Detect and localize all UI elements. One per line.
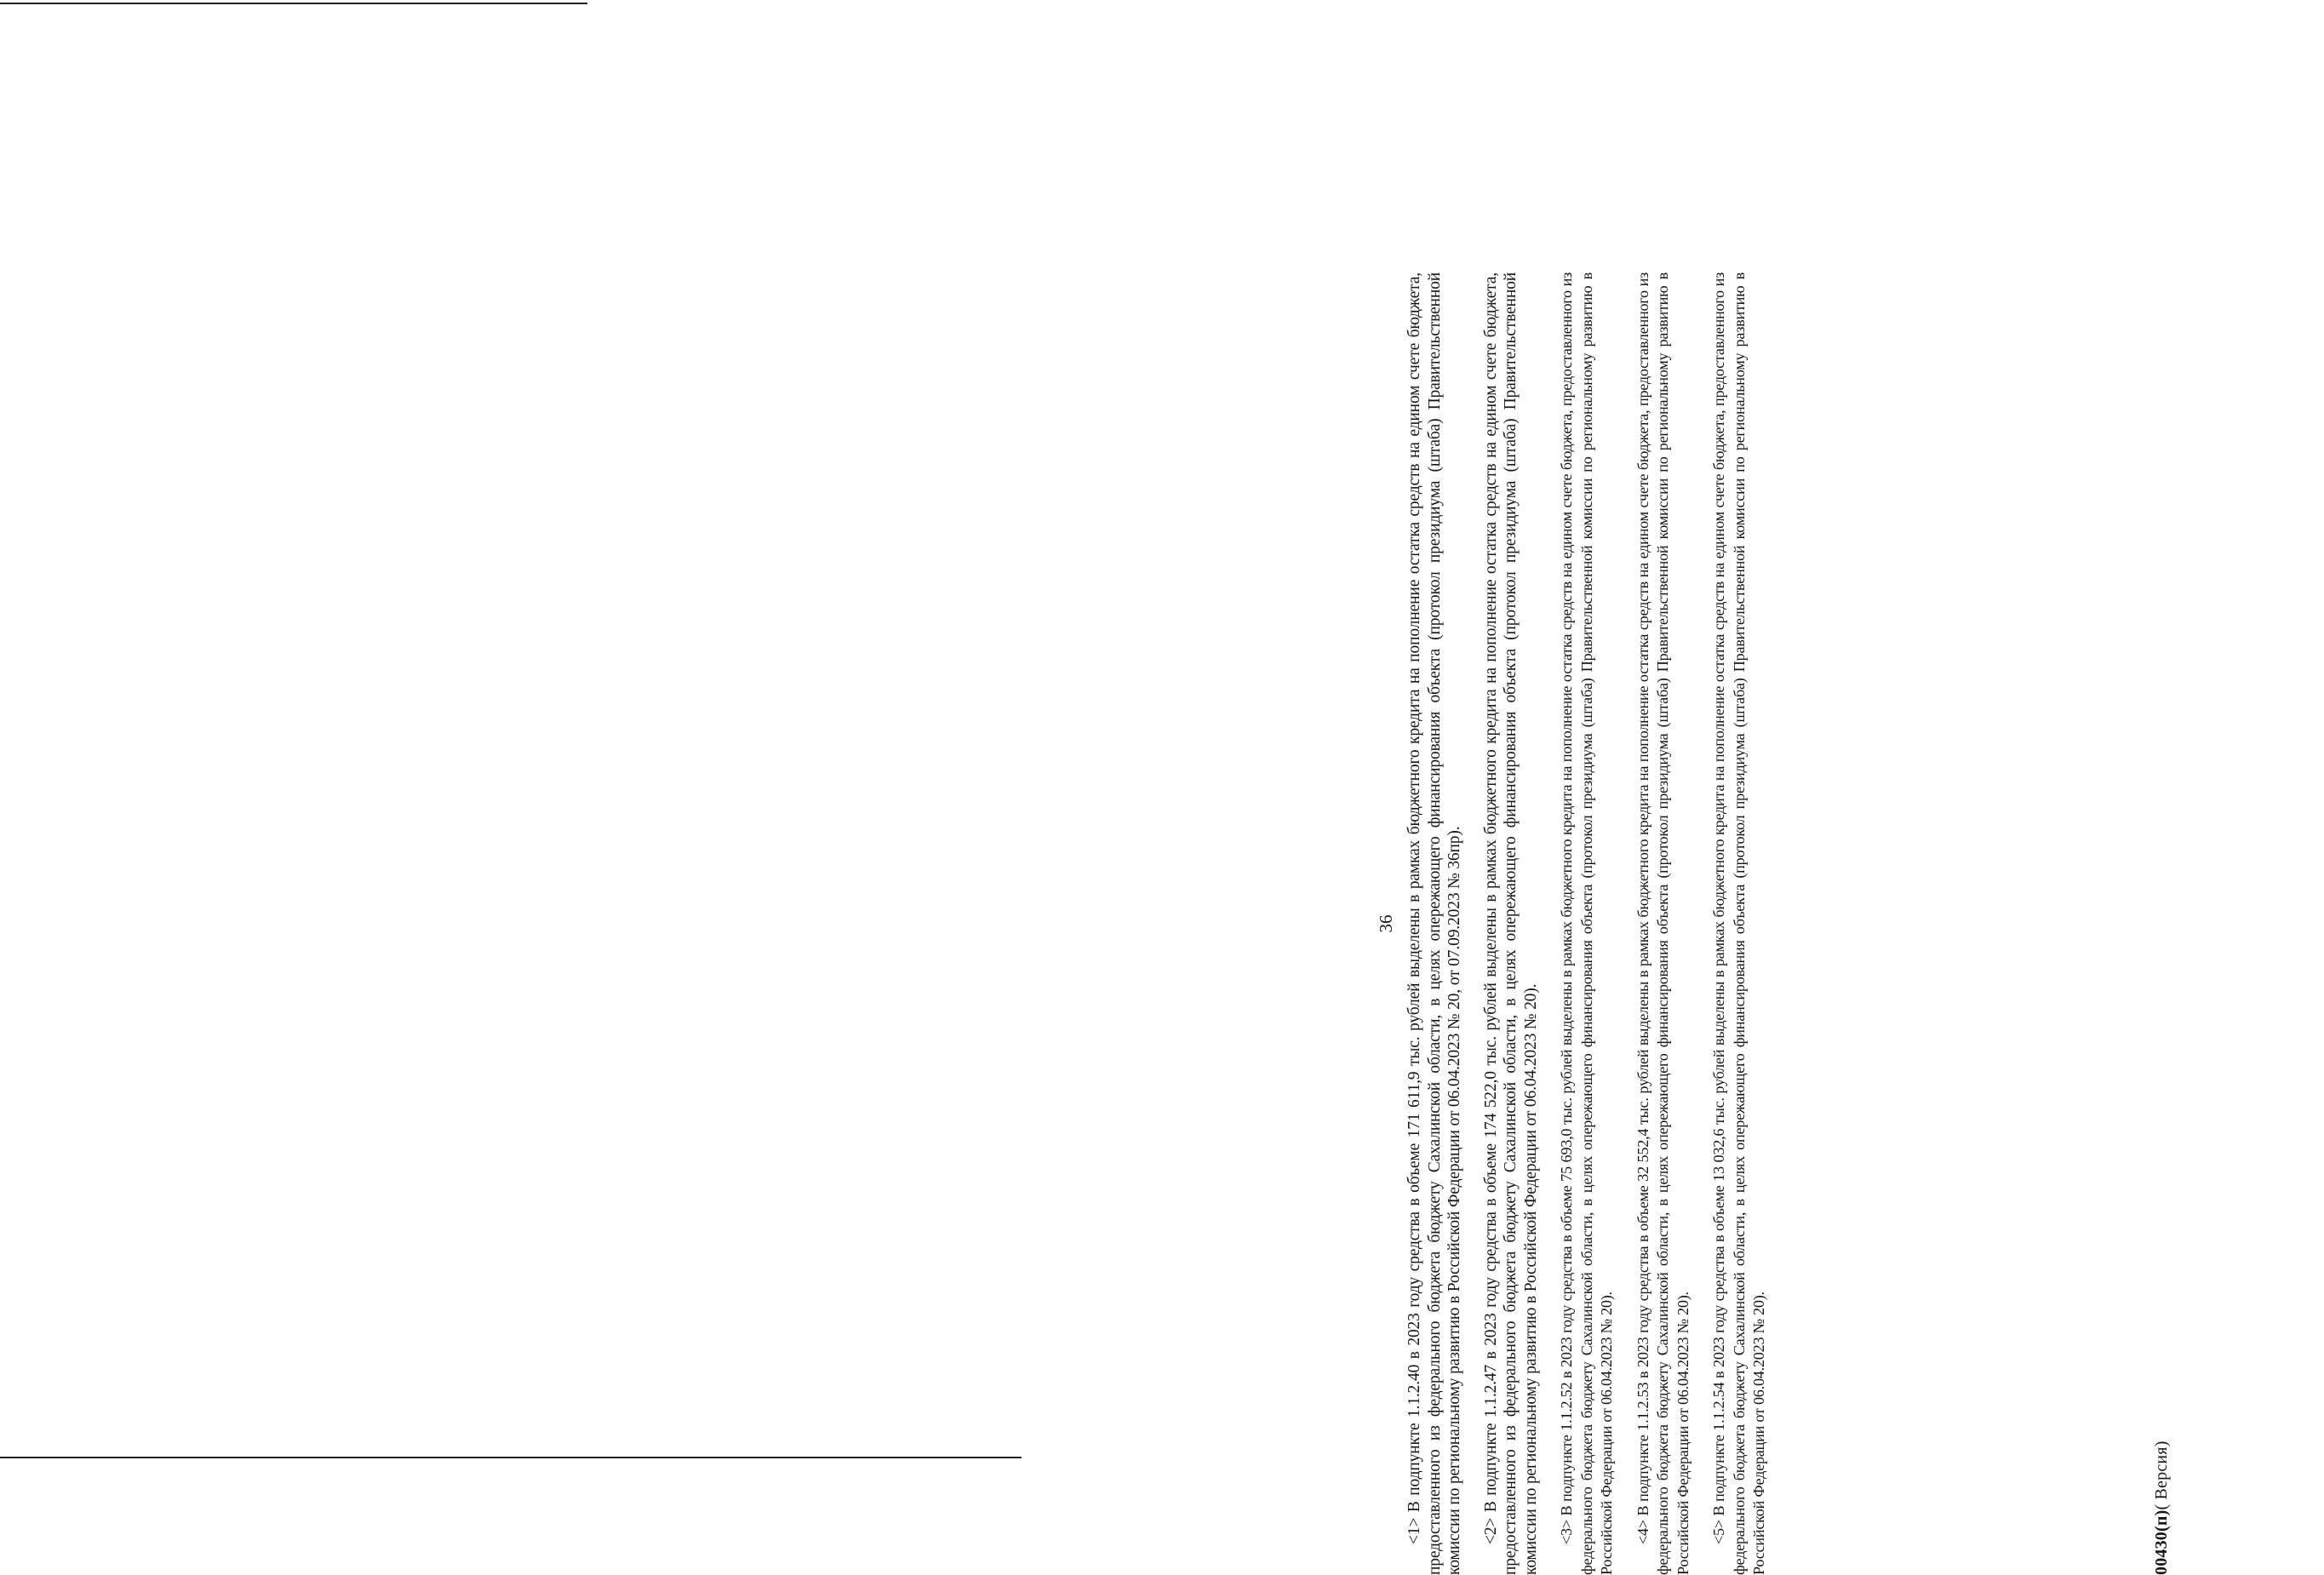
page-number: 36 (1376, 914, 1396, 933)
document-version-code (2152, 1440, 2172, 1575)
footnote-2: <2> В подпункте 1.1.2.47 в 2023 году средства в объеме 174 522,0 тыс. рублей выделены в рамках бюджетного кредита на пополнение остатка средств на едином счете бюджета, предоставленного из федерального бюджета бюджету Сахалинской области, в целях опережающего финансирования объекта (протокол президиума (штаба) Правительственной комиссии по региональному развитию в Российской Федерации от 06.04.2023 № 20). (1481, 272, 1540, 1575)
footnote-1: <1> В подпункте 1.1.2.40 в 2023 году средства в объеме 171 611,9 тыс. рублей выделены в рамках бюджетного кредита на пополнение остатка средств на едином счете бюджета, предоставленного из федерального бюджета бюджету Сахалинской области, в целях опережающего финансирования объекта (протокол президиума (штаба) Правительственной комиссии по региональному развитию в Российской Федерации от 06.04.2023 № 20, от 07.09.2023 № 36пр). (1405, 272, 1463, 1575)
footnote-3: <3> В подпункте 1.1.2.52 в 2023 году средства в объеме 75 693,0 тыс. рублей выделены в рамках бюджетного кредита на пополнение остатка средств на едином счете бюджета, предоставленного из федерального бюджета бюджету Сахалинской области, в целях опережающего финансирования объекта (протокол президиума (штаба) Правительственной комиссии по региональному развитию в Российской Федерации от 06.04.2023 № 20). (1558, 272, 1615, 1575)
rotated-page-content (1376, 272, 2324, 1575)
footnote-5: <5> В подпункте 1.1.2.54 в 2023 году средства в объеме 13 032,6 тыс. рублей выделены в рамках бюджетного кредита на пополнение остатка средств на едином счете бюджета, предоставленного из федерального бюджета бюджету Сахалинской области, в целях опережающего финансирования объекта (протокол президиума (штаба) Правительственной комиссии по региональному развитию в Российской Федерации от 06.04.2023 № 20). (1710, 272, 1767, 1575)
scan-top-edge-line (0, 3, 587, 4)
document-code: 00430(п) (2152, 1509, 2171, 1575)
footnotes-block (1405, 272, 1786, 1575)
document-version-label: ( Версия) (2152, 1440, 2171, 1510)
footnote-4: <4> В подпункте 1.1.2.53 в 2023 году средства в объеме 32 552,4 тыс. рублей выделены в рамках бюджетного кредита на пополнение остатка средств на едином счете бюджета, предоставленного из федерального бюджета бюджету Сахалинской области, в целях опережающего финансирования объекта (протокол президиума (штаба) Правительственной комиссии по региональному развитию в Российской Федерации от 06.04.2023 № 20). (1634, 272, 1691, 1575)
scan-bottom-edge-line (0, 1457, 1022, 1458)
